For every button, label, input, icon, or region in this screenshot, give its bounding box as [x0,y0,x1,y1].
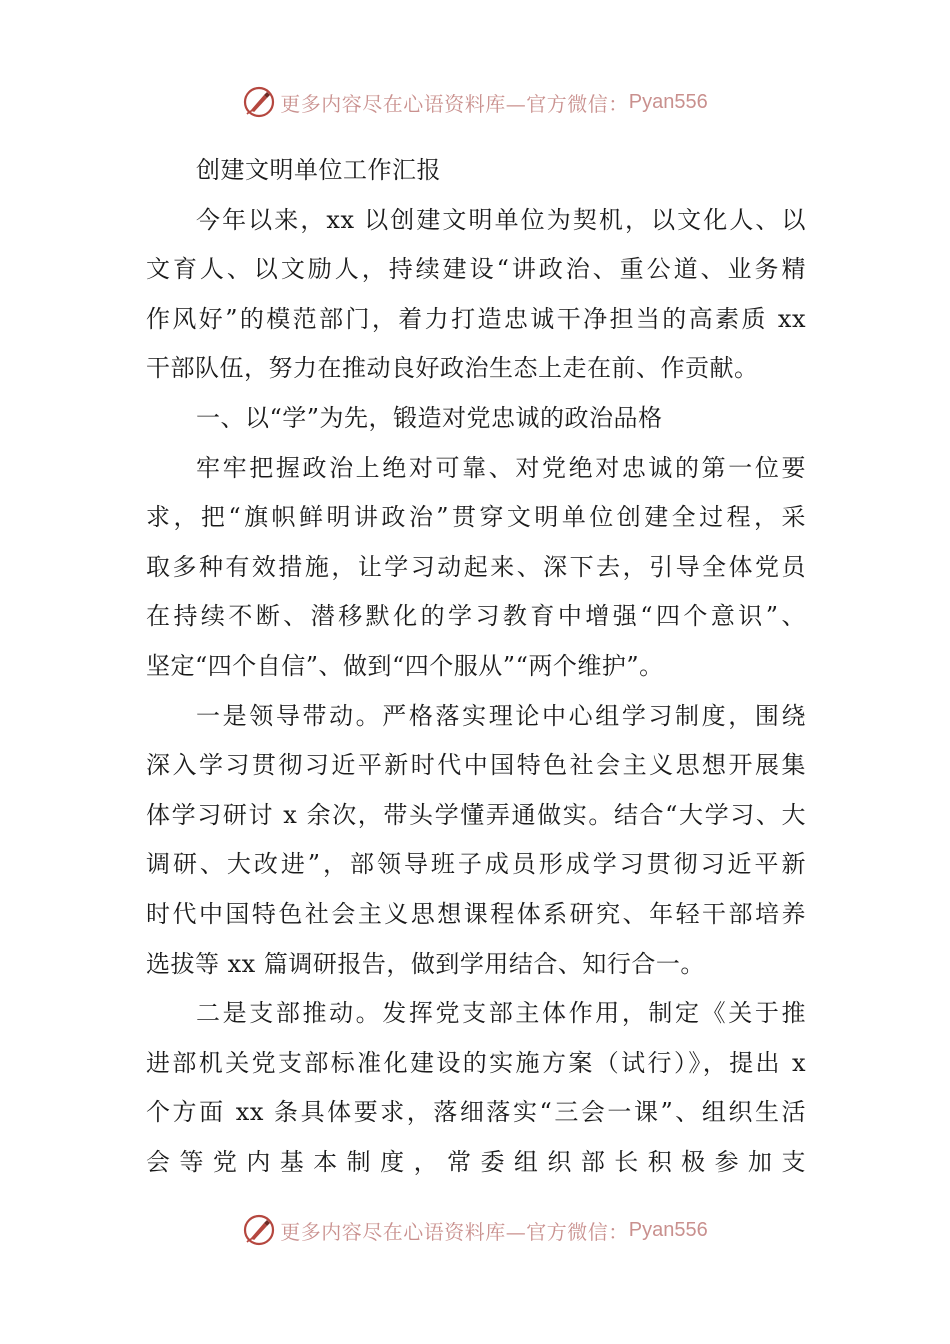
text-line: 深入学习贯彻习近平新时代中国特色社会主义思想开展集 [146,751,806,780]
watermark-wechat-id: Pyan556 [628,90,708,113]
text-line: 取多种有效措施，让学习动起来、深下去，引导全体党员 [146,552,806,581]
document-body [146,146,806,1187]
text-line: 在持续不断、潜移默化的学习教育中增强“四个意识”、 [146,602,806,631]
text-line: 文育人、以文励人，持续建设“讲政治、重公道、业务精 [146,255,806,284]
text-line: 一、以“学”为先，锻造对党忠诚的政治品格 [196,403,663,432]
text-line: 求，把“旗帜鲜明讲政治”贯穿文明单位创建全过程，采 [146,503,806,532]
text-line: 选拔等 xx 篇调研报告，做到学用结合、知行合一。 [146,949,705,978]
pen-circle-logo-icon [242,1213,276,1247]
text-line: 调研、大改进”，部领导班子成员形成学习贯彻习近平新 [146,850,806,879]
header-watermark [0,82,950,122]
text-line: 作风好”的模范部门，着力打造忠诚干净担当的高素质 xx [146,304,806,333]
text-line: 会等党内基本制度，常委组织部长积极参加支 [146,1147,806,1176]
text-line: 个方面 xx 条具体要求，落细落实“三会一课”、组织生活 [146,1098,806,1127]
text-line: 二是支部推动。发挥党支部主体作用，制定《关于推 [196,999,806,1028]
text-line: 干部队伍，努力在推动良好政治生态上走在前、作贡献。 [146,354,759,383]
text-line: 一是领导带动。严格落实理论中心组学习制度，围绕 [196,701,806,730]
text-line: 体学习研讨 x 余次，带头学懂弄通做实。结合“大学习、大 [146,800,806,829]
pen-circle-logo-icon [242,85,276,119]
document-title: 创建文明单位工作汇报 [196,156,441,184]
watermark-wechat-id: Pyan556 [628,1218,708,1241]
text-line: 进部机关党支部标准化建设的实施方案（试行）》，提出 x [146,1048,806,1077]
text-line: 牢牢把握政治上绝对可靠、对党绝对忠诚的第一位要 [196,453,806,482]
watermark-text: 更多内容尽在心语资料库—官方微信： [280,1219,629,1244]
text-line: 今年以来，xx 以创建文明单位为契机，以文化人、以 [196,205,806,234]
watermark-text: 更多内容尽在心语资料库—官方微信： [280,91,629,116]
footer-watermark [0,1210,950,1250]
text-line: 坚定“四个自信”、做到“四个服从”“两个维护”。 [146,651,664,680]
text-line: 时代中国特色社会主义思想课程体系研究、年轻干部培养 [146,899,806,928]
